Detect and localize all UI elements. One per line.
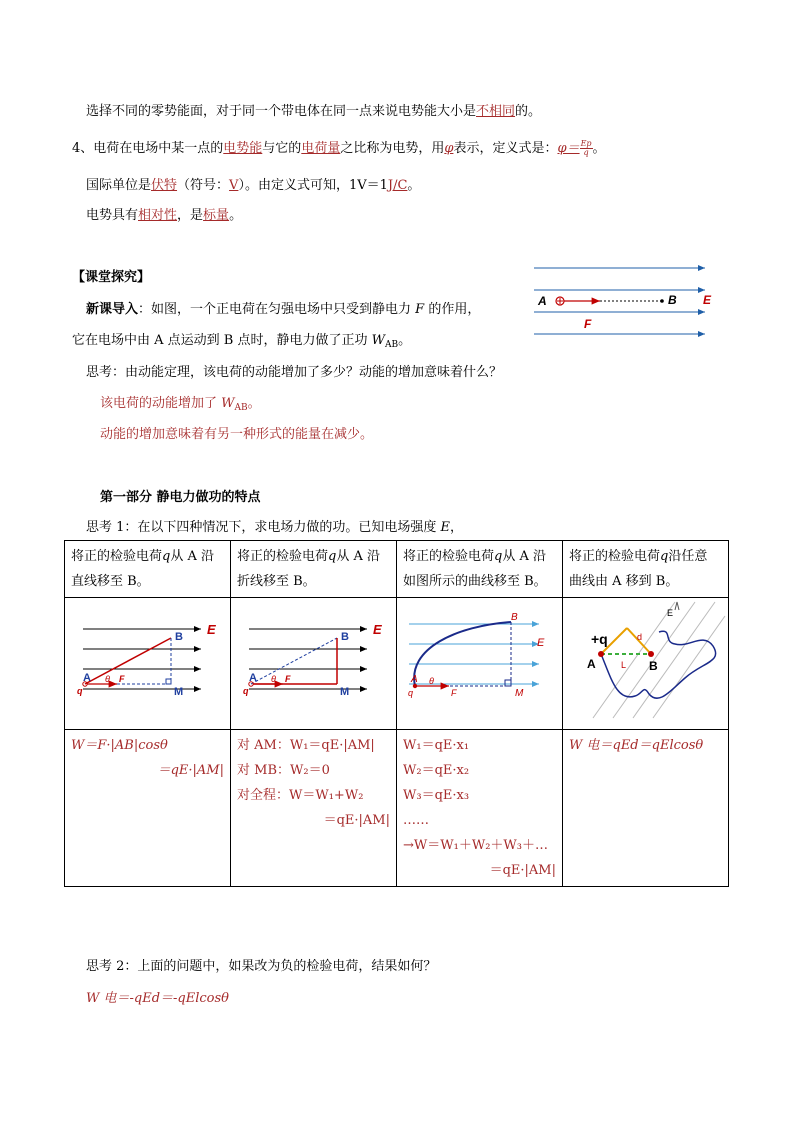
svg-text:θ: θ [271,674,276,684]
table-row-answers [65,730,729,887]
point-b [660,299,664,303]
label-a: A [538,294,547,308]
svg-text:θ: θ [429,676,434,686]
explore-paragraph-2: 它在电场中由 A 点运动到 B 点时，静电力做了正功 $W_{AB}$。 [72,333,412,350]
svg-text:M: M [340,686,350,698]
header-cell-1: 将正的检验电荷q从 A 沿 直线移至 B。 [65,541,231,598]
svg-text:q: q [77,686,83,696]
answer-cell-4: W 电＝qEd＝qElcosθ [563,730,729,887]
label-e: E [703,293,712,307]
table-row-figures [65,598,729,730]
svg-text:q: q [408,688,414,698]
svg-text:E: E [207,622,216,637]
answer-cell-3: W₁＝qE·x₁ W₂＝qE·x₂ W₃＝qE·x₃ …… →W＝W₁＋W₂＋W₃＋… ＝qE·|AM| [397,730,563,887]
svg-text:+q: +q [591,631,608,647]
svg-text:F: F [119,674,125,684]
figure-broken-path [231,598,397,730]
intro-line-2: 4、电荷在电场中某一点的电势能与它的电荷量之比称为电势，用φ表示，定义式是：φ＝ $\frac{Ep}{q}$ 。 [72,139,606,157]
explore-question: 思考：由动能定理，该电荷的动能增加了多少？动能的增加意味着什么？ [86,365,503,380]
svg-text:L: L [621,660,627,670]
svg-text:B: B [175,631,183,643]
header-cell-3: 将正的检验电荷q从 A 沿 如图所示的曲线移至 B。 [397,541,563,598]
explore-answer-1: 该电荷的动能增加了 $W_{AB}$。 [100,396,261,413]
svg-text:M: M [174,686,184,698]
figure-straight-path [65,598,231,730]
intro-line-4: 电势具有相对性，是标量。 [86,208,243,223]
svg-text:F: F [451,688,457,698]
think1-question: 思考 1：在以下四种情况下，求电场力做的功。已知电场强度 E， [86,520,464,535]
svg-text:q: q [243,686,249,696]
answer-blank: 不相同 [476,104,516,119]
answer-blank: 电势能 [223,141,263,156]
svg-text:B: B [341,631,349,643]
figure-arbitrary-path [563,598,729,730]
answer-blank: φ [444,141,454,156]
answer-blank: V [229,178,239,193]
intro-line-3: 国际单位是伏特（符号：V）。由定义式可知，1V＝1J/C。 [86,178,421,193]
svg-text:E: E [667,608,674,618]
work-table [64,540,729,887]
section-heading-explore: 【课堂探究】 [72,270,151,285]
think2-answer: W 电＝-qEd＝-qElcosθ [86,991,229,1006]
answer-blank: J/C [387,178,408,193]
answer-cell-1: W＝F·|AB|cosθ ＝qE·|AM| [65,730,231,887]
answer-blank: 相对性 [138,208,178,223]
potential-formula: φ＝ $\frac{Ep}{q}$ [557,139,592,157]
svg-text:A: A [587,657,596,671]
header-cell-4: 将正的检验电荷q沿任意 曲线由 A 移到 B。 [563,541,729,598]
label-b: B [668,293,677,307]
svg-text:A: A [411,674,418,685]
answer-blank: 伏特 [151,178,178,193]
figure-curved-path [397,598,563,730]
header-cell-2: 将正的检验电荷q从 A 沿 折线移至 B。 [231,541,397,598]
svg-text:B: B [511,612,518,623]
svg-text:θ: θ [105,674,110,684]
uniform-field-diagram [530,258,720,342]
think2-question: 思考 2：上面的问题中，如果改为负的检验电荷，结果如何？ [86,959,437,974]
explore-answer-2: 动能的增加意味着有另一种形式的能量在减少。 [100,427,374,442]
label-f: F [584,317,592,331]
svg-text:E: E [373,622,382,637]
svg-text:F: F [285,674,291,684]
svg-text:d: d [637,632,643,642]
svg-text:A: A [249,672,257,684]
answer-blank: 电荷量 [301,141,341,156]
answer-cell-2: 对 AM：W₁＝qE·|AM| 对 MB：W₂＝0 对全程：W＝W₁+W₂ ＝qE·|AM| [231,730,397,887]
svg-text:M: M [515,688,524,699]
table-row-headers [65,541,729,598]
explore-paragraph-1: 新课导入：如图，一个正电荷在匀强电场中只受到静电力 F 的作用， [86,302,481,317]
svg-text:E: E [537,637,545,649]
intro-line-1: 选择不同的零势能面，对于同一个带电体在同一点来说电势能大小是不相同的。 [86,104,542,119]
part1-heading: 第一部分 静电力做功的特点 [100,490,261,505]
svg-text:A: A [83,672,91,684]
svg-text:B: B [649,659,658,673]
answer-blank: 标量 [203,208,230,223]
